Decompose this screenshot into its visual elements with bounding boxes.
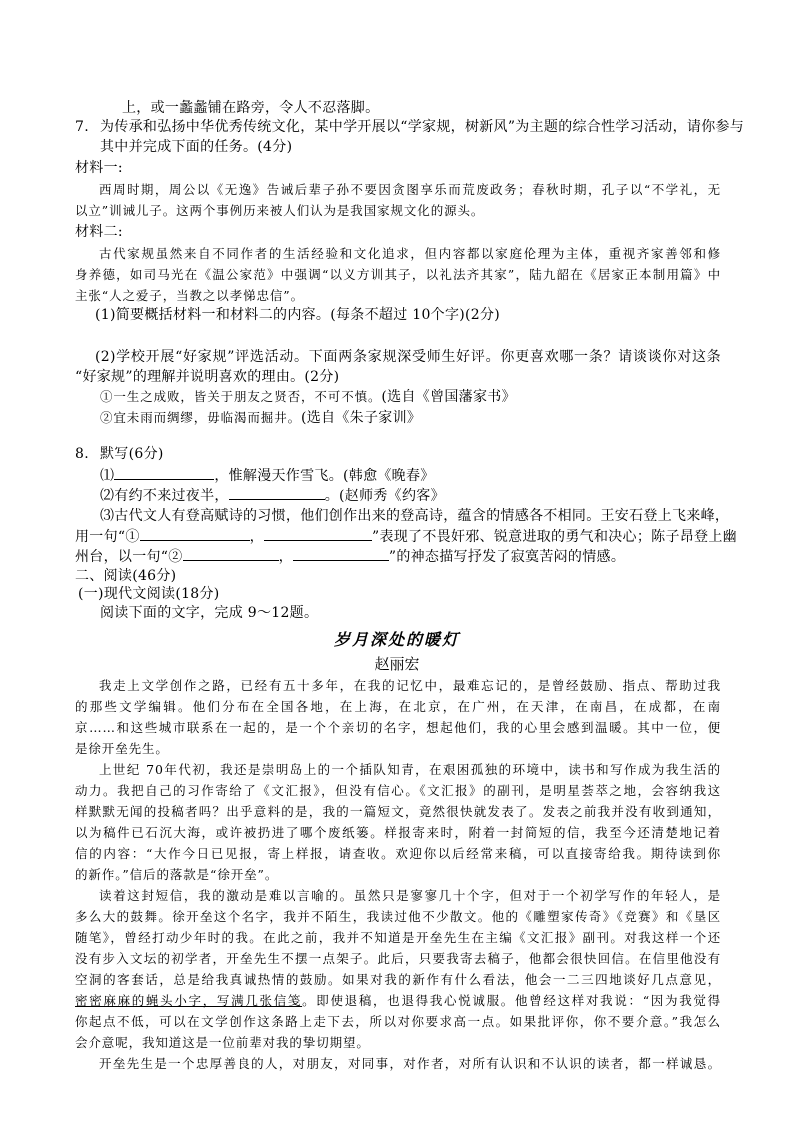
dictation-3-suffix: ”表现了不畏奸邪、锐意进取的勇气和决心；陈子昂登上幽: [371, 529, 737, 545]
dictation-3b-prefix: 州台，以一句“②: [75, 549, 183, 565]
option-1-text: ①一生之成败，皆关于朋友之贤否，不可不慎。: [100, 389, 382, 404]
paragraph-3-line: 会介意呢，我知道这是一位前辈对我的挚切期望。: [75, 1035, 370, 1050]
subquestion-2-line-2: “好家规”的理解并说明喜欢的理由。(2分): [75, 369, 340, 385]
material-1-line-1: 西周时期，周公以《无逸》告诫后辈子孙不要因贪图享乐而荒废政务；春秋时期，孔子以“不学礼，无: [99, 182, 721, 197]
dictation-2: [100, 485, 445, 506]
dictation-3b-suffix: ”的神态描写抒发了寂寞苦闷的情感。: [388, 549, 626, 565]
paragraph-1-line: 京……和这些城市联系在一起的，是一个个亲切的名字，想起他们，我的心里会感到温暖。其中一位，便: [75, 720, 721, 735]
text-line-continuation: 上，或一蠡蠡铺在路旁，令人不忍落脚。: [122, 100, 380, 116]
answer-blank[interactable]: [140, 526, 250, 541]
dictation-3-line-2: [75, 526, 737, 547]
underlined-phrase: 密密麻麻的蝇头小字，写满几张信笺: [75, 993, 303, 1008]
dictation-1-suffix: ，惟解漫天作雪飞。(韩愈《晚春》: [214, 468, 435, 484]
option-2: [100, 408, 421, 428]
paragraph-4-line: 开垒先生是一个忠厚善良的人，对朋友，对同事，对作者，对所有认识和不认识的读者，都一样诚恳。: [99, 1056, 721, 1071]
paragraph-3-line: 读着这封短信，我的激动是难以言喻的。虽然只是寥寥几十个字，但对于一个初学写作的年轻人，是: [99, 888, 721, 903]
paragraph-3-line-rest: 。即使退稿，也退得我心悦诚服。他曾经这样对我说：“因为我觉得: [302, 993, 721, 1008]
article-author: 赵丽宏: [374, 655, 420, 673]
paragraph-1-line: 我走上文学创作之路，已经有五十多年，在我的记忆中，最难忘记的，是曾经鼓励、指点、帮助过我: [99, 678, 721, 693]
material-1-label: 材料一:: [75, 160, 123, 176]
section-2-heading: 二、阅读(46分): [75, 568, 177, 584]
paragraph-3-line: 随笔》，曾经打动少年时的我。在此之前，我并不知道是开垒先生在主编《文汇报》副刊。对我这样一个还: [75, 930, 721, 945]
dictation-3b-comma: ，: [278, 549, 293, 565]
paragraph-2-line: 动力。我把自己的习作寄给了《文汇报》，但没有信心。《文汇报》的副刊，是明星荟萃之地，会容纳我这: [75, 783, 721, 798]
option-2-text: ②宜未雨而绸缪，毋临渴而掘井。: [100, 410, 302, 425]
dictation-3-line-3: [75, 546, 625, 567]
answer-blank[interactable]: [264, 526, 372, 541]
paragraph-3-line: 多么大的鼓舞。徐开垒这个名字，我并不陌生，我读过他不少散文。他的《雕塑家传奇》《竞赛》和《垦区: [75, 909, 721, 924]
article-title: 岁月深处的暖灯: [333, 630, 460, 649]
paragraph-2-line: 以为稿件已石沉大海，或许被扔进了哪个废纸篓。样报寄来时，附着一封简短的信，我至今还清楚地记着: [75, 825, 721, 840]
paragraph-2-line: 信的内容：“大作今日已见报，寄上样报，请查收。欢迎你以后经常来稿，可以直接寄给我。期待读到你: [75, 846, 721, 861]
dictation-3-prefix: 用一句“①: [75, 529, 140, 545]
dictation-1: [100, 465, 435, 486]
question-7-line-2: 其中并完成下面的任务。(4分): [100, 139, 293, 155]
dictation-3-comma: ，: [249, 529, 264, 545]
answer-blank[interactable]: [183, 546, 279, 561]
answer-blank[interactable]: [229, 485, 325, 500]
material-2-line-1: 古代家规虽然来自不同作者的生活经验和文化追求，但内容都以家庭伦理为主体，重视齐家善邻和修: [99, 246, 721, 261]
option-1-source: (选自《曾国藩家书》: [381, 389, 516, 405]
material-2-label: 材料二:: [75, 224, 123, 240]
paragraph-1-line: 是徐开垒先生。: [75, 741, 169, 756]
dictation-3-line-1: ⑶古代文人有登高赋诗的习惯，他们创作出来的登高诗，蕴含的情感各不相同。王安石登上飞来峰，: [100, 508, 730, 524]
dictation-2-suffix: 。(赵师秀《约客》: [324, 488, 445, 504]
option-2-source: (选自《朱子家训》: [301, 410, 422, 426]
question-8-number: 8.: [75, 446, 89, 462]
paragraph-1-line: 的那些文学编辑。他们分布在全国各地，在上海，在北京，在广州，在天津，在南昌，在成都，在南: [75, 699, 721, 714]
paragraph-2-line: 的新作。”信后的落款是“徐开垒”。: [75, 867, 279, 882]
material-2-line-3: 主张“人之爱子，当教之以孝悌忠信”。: [75, 288, 304, 303]
paragraph-3-line: 你起点不低，可以在文学创作这条路上走下去，所以对你要求高一点。如果批评你，你不要介意。”我怎么: [75, 1014, 721, 1029]
subquestion-2-line-1: (2)学校开展“好家规”评选活动。下面两条家规深受师生好评。你更喜欢哪一条？请谈谈你对这条: [95, 349, 721, 365]
dictation-2-prefix: ⑵有约不来过夜半，: [100, 488, 229, 504]
dictation-1-prefix: ⑴: [100, 468, 115, 484]
question-7-line-1: 为传承和弘扬中华优秀传统文化，某中学开展以“学家规，树新风”为主题的综合性学习活动，请你参与: [100, 119, 745, 135]
paragraph-2-line: 样默默无闻的投稿者吗？出乎意料的是，我的一篇短文，竟然很快就发表了。发表之前我并没有收到通知，: [75, 804, 721, 819]
paragraph-3-line: [75, 991, 721, 1011]
paragraph-3-line: 没有步入文坛的初学者，开垒先生不摆一点架子。此后，只要我寄去稿子，他都会很快回信。在信里他没有: [75, 951, 721, 966]
paragraph-3-line: 空洞的客套话，总是给我真诚热情的鼓励。如果对我的新作有什么看法，他会一二三四地谈好几点意见，: [75, 972, 721, 987]
material-1-line-2: 以立”训诫儿子。这两个事例历来被人们认为是我国家规文化的源头。: [75, 203, 485, 218]
paragraph-2-line: 上世纪 70年代初，我还是崇明岛上的一个插队知青，在艰困孤独的环境中，读书和写作成为我生活的: [99, 762, 721, 777]
material-2-line-2: 身养德，如司马光在《温公家范》中强调“以义方训其子，以礼法齐其家”，陆九韶在《居家正本制用篇》中: [75, 267, 721, 282]
question-8-title: 默写(6分): [100, 446, 164, 462]
reading-instruction: 阅读下面的文字，完成 9～12题。: [100, 605, 319, 621]
answer-blank[interactable]: [114, 465, 214, 480]
subsection-1-heading: (一)现代文阅读(18分): [78, 586, 220, 602]
answer-blank[interactable]: [293, 546, 389, 561]
question-7-number: 7.: [75, 119, 89, 135]
subquestion-1: (1)简要概括材料一和材料二的内容。(每条不超过 10个字)(2分): [95, 307, 501, 323]
option-1: [100, 387, 516, 407]
